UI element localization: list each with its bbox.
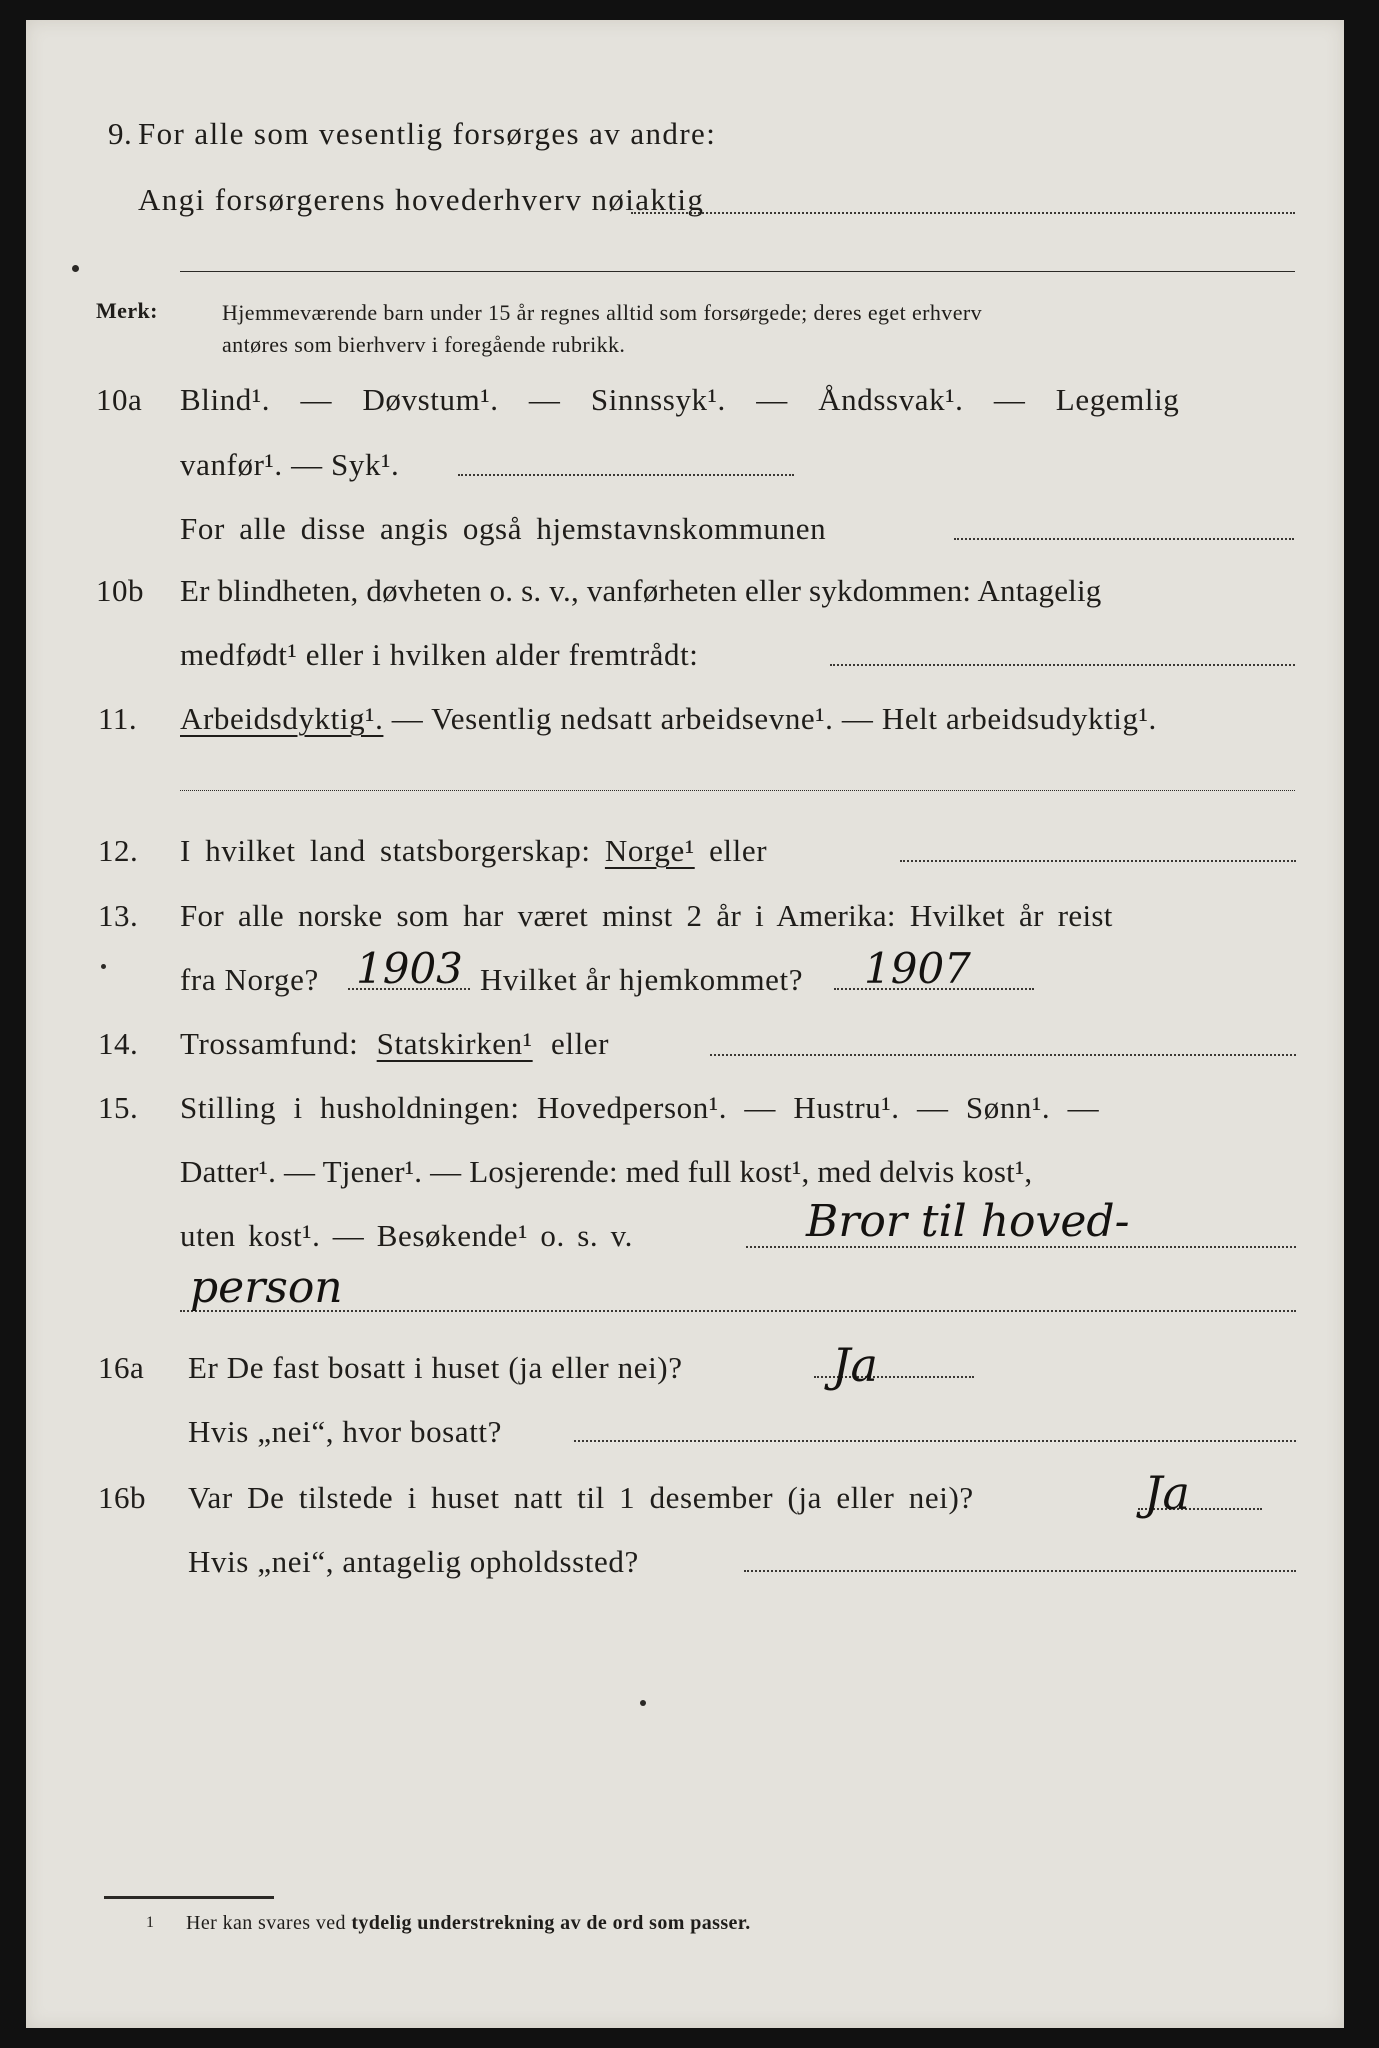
q15-line2: Datter¹. — Tjener¹. — Losjerende: med full kost¹, med delvis kost¹, <box>180 1154 1033 1189</box>
q14-number: 14. <box>98 1026 139 1061</box>
q11-other-options: — Vesentlig nedsatt arbeidsevne¹. — Helt arbeidsudyktig¹. <box>391 701 1157 736</box>
q15-answer-line-2[interactable] <box>180 1310 1296 1312</box>
q16b-location-line[interactable] <box>744 1570 1296 1572</box>
q10a-line2: vanfør¹. — Syk¹. <box>180 447 400 482</box>
footnote-text-emphasis: tydelig understrekning av de ord som passer. <box>351 1912 751 1934</box>
q11-number: 11. <box>98 701 138 736</box>
q15-answer-part1: Bror til hoved- <box>806 1196 1130 1247</box>
q13-departure-answer: 1903 <box>356 944 463 993</box>
note-label: Merk: <box>96 298 158 323</box>
q9-line1: For alle som vesentlig forsørges av andre: <box>138 116 717 151</box>
q14-suffix: eller <box>551 1026 610 1061</box>
q10a-line3: For alle disse angis også hjemstavnskommunen <box>180 511 827 546</box>
q13-line1: For alle norske som har været minst 2 år i Amerika: Hvilket år reist <box>180 898 1113 933</box>
q16a-number: 16a <box>98 1350 145 1385</box>
ink-dot <box>101 964 106 969</box>
q14-text <box>180 1026 609 1062</box>
q9-answer-line[interactable] <box>631 212 1295 214</box>
q12-number: 12. <box>98 833 139 868</box>
q16b-line2: Hvis „nei“, antagelig opholdssted? <box>188 1544 639 1579</box>
q10a-number: 10a <box>96 382 143 417</box>
q10a-kommune-line[interactable] <box>954 538 1294 540</box>
q9-extra-line[interactable] <box>180 271 1295 272</box>
q16a-line2: Hvis „nei“, hvor bosatt? <box>188 1414 502 1449</box>
q9-line2: Angi forsørgerens hovederhverv nøiaktig <box>138 182 705 217</box>
q12-suffix: eller <box>709 833 768 868</box>
q16b-number: 16b <box>98 1480 146 1515</box>
q15-number: 15. <box>98 1090 139 1125</box>
q16b-answer: Ja <box>1144 1466 1190 1520</box>
note-line1: Hjemmeværende barn under 15 år regnes alltid som forsørgede; deres eget erhverv <box>222 300 982 325</box>
q13-return-answer: 1907 <box>864 944 971 993</box>
q11-options <box>180 701 1157 737</box>
q15-line3: uten kost¹. — Besøkende¹ o. s. v. <box>180 1218 634 1253</box>
q15-answer-part2: person <box>190 1262 343 1313</box>
ink-dot <box>640 1700 646 1706</box>
q9-number: 9. <box>108 116 133 151</box>
q16a-line1: Er De fast bosatt i huset (ja eller nei)? <box>188 1350 683 1385</box>
q12-prefix: I hvilket land statsborgerskap: <box>180 833 591 868</box>
footnote-rule <box>104 1896 274 1899</box>
q16b-line1: Var De tilstede i huset natt til 1 desember (ja eller nei)? <box>188 1480 974 1515</box>
q10b-answer-line[interactable] <box>830 664 1295 666</box>
q10b-line2: medfødt¹ eller i hvilken alder fremtrådt: <box>180 637 699 672</box>
q13-number: 13. <box>98 898 139 933</box>
q10a-line1: Blind¹. — Døvstum¹. — Sinnssyk¹. — Åndssvak¹. — Legemlig <box>180 382 1180 417</box>
footnote-text-start: Her kan svares ved <box>186 1912 346 1934</box>
q10b-number: 10b <box>96 573 144 608</box>
census-form-page <box>26 20 1344 2028</box>
q11-option-arbeidsdyktig[interactable]: Arbeidsdyktig¹. <box>180 701 384 736</box>
footnote-marker: 1 <box>146 1914 155 1931</box>
ink-dot <box>72 265 79 272</box>
q15-line1: Stilling i husholdningen: Hovedperson¹. — Hustru¹. — Sønn¹. — <box>180 1090 1100 1125</box>
q16a-answer: Ja <box>832 1338 878 1392</box>
q14-prefix: Trossamfund: <box>180 1026 359 1061</box>
q12-text <box>180 833 767 869</box>
q16a-residence-line[interactable] <box>574 1440 1296 1442</box>
footnote-text <box>186 1912 751 1935</box>
q13-return-label: Hvilket år hjemkommet? <box>480 962 804 997</box>
q14-answer-line[interactable] <box>710 1054 1296 1056</box>
q12-answer-line[interactable] <box>900 860 1296 862</box>
note-line2: antøres som bierhverv i foregående rubrikk. <box>222 332 626 357</box>
q12-option-norge[interactable]: Norge¹ <box>604 833 695 868</box>
q11-extra-line[interactable] <box>180 790 1295 791</box>
q14-option-statskirken[interactable]: Statskirken¹ <box>376 1026 533 1061</box>
q10b-line1: Er blindheten, døvheten o. s. v., vanførheten eller sykdommen: Antagelig <box>180 573 1102 608</box>
q13-from-label: fra Norge? <box>180 962 319 997</box>
q10a-syk-line[interactable] <box>458 474 794 476</box>
